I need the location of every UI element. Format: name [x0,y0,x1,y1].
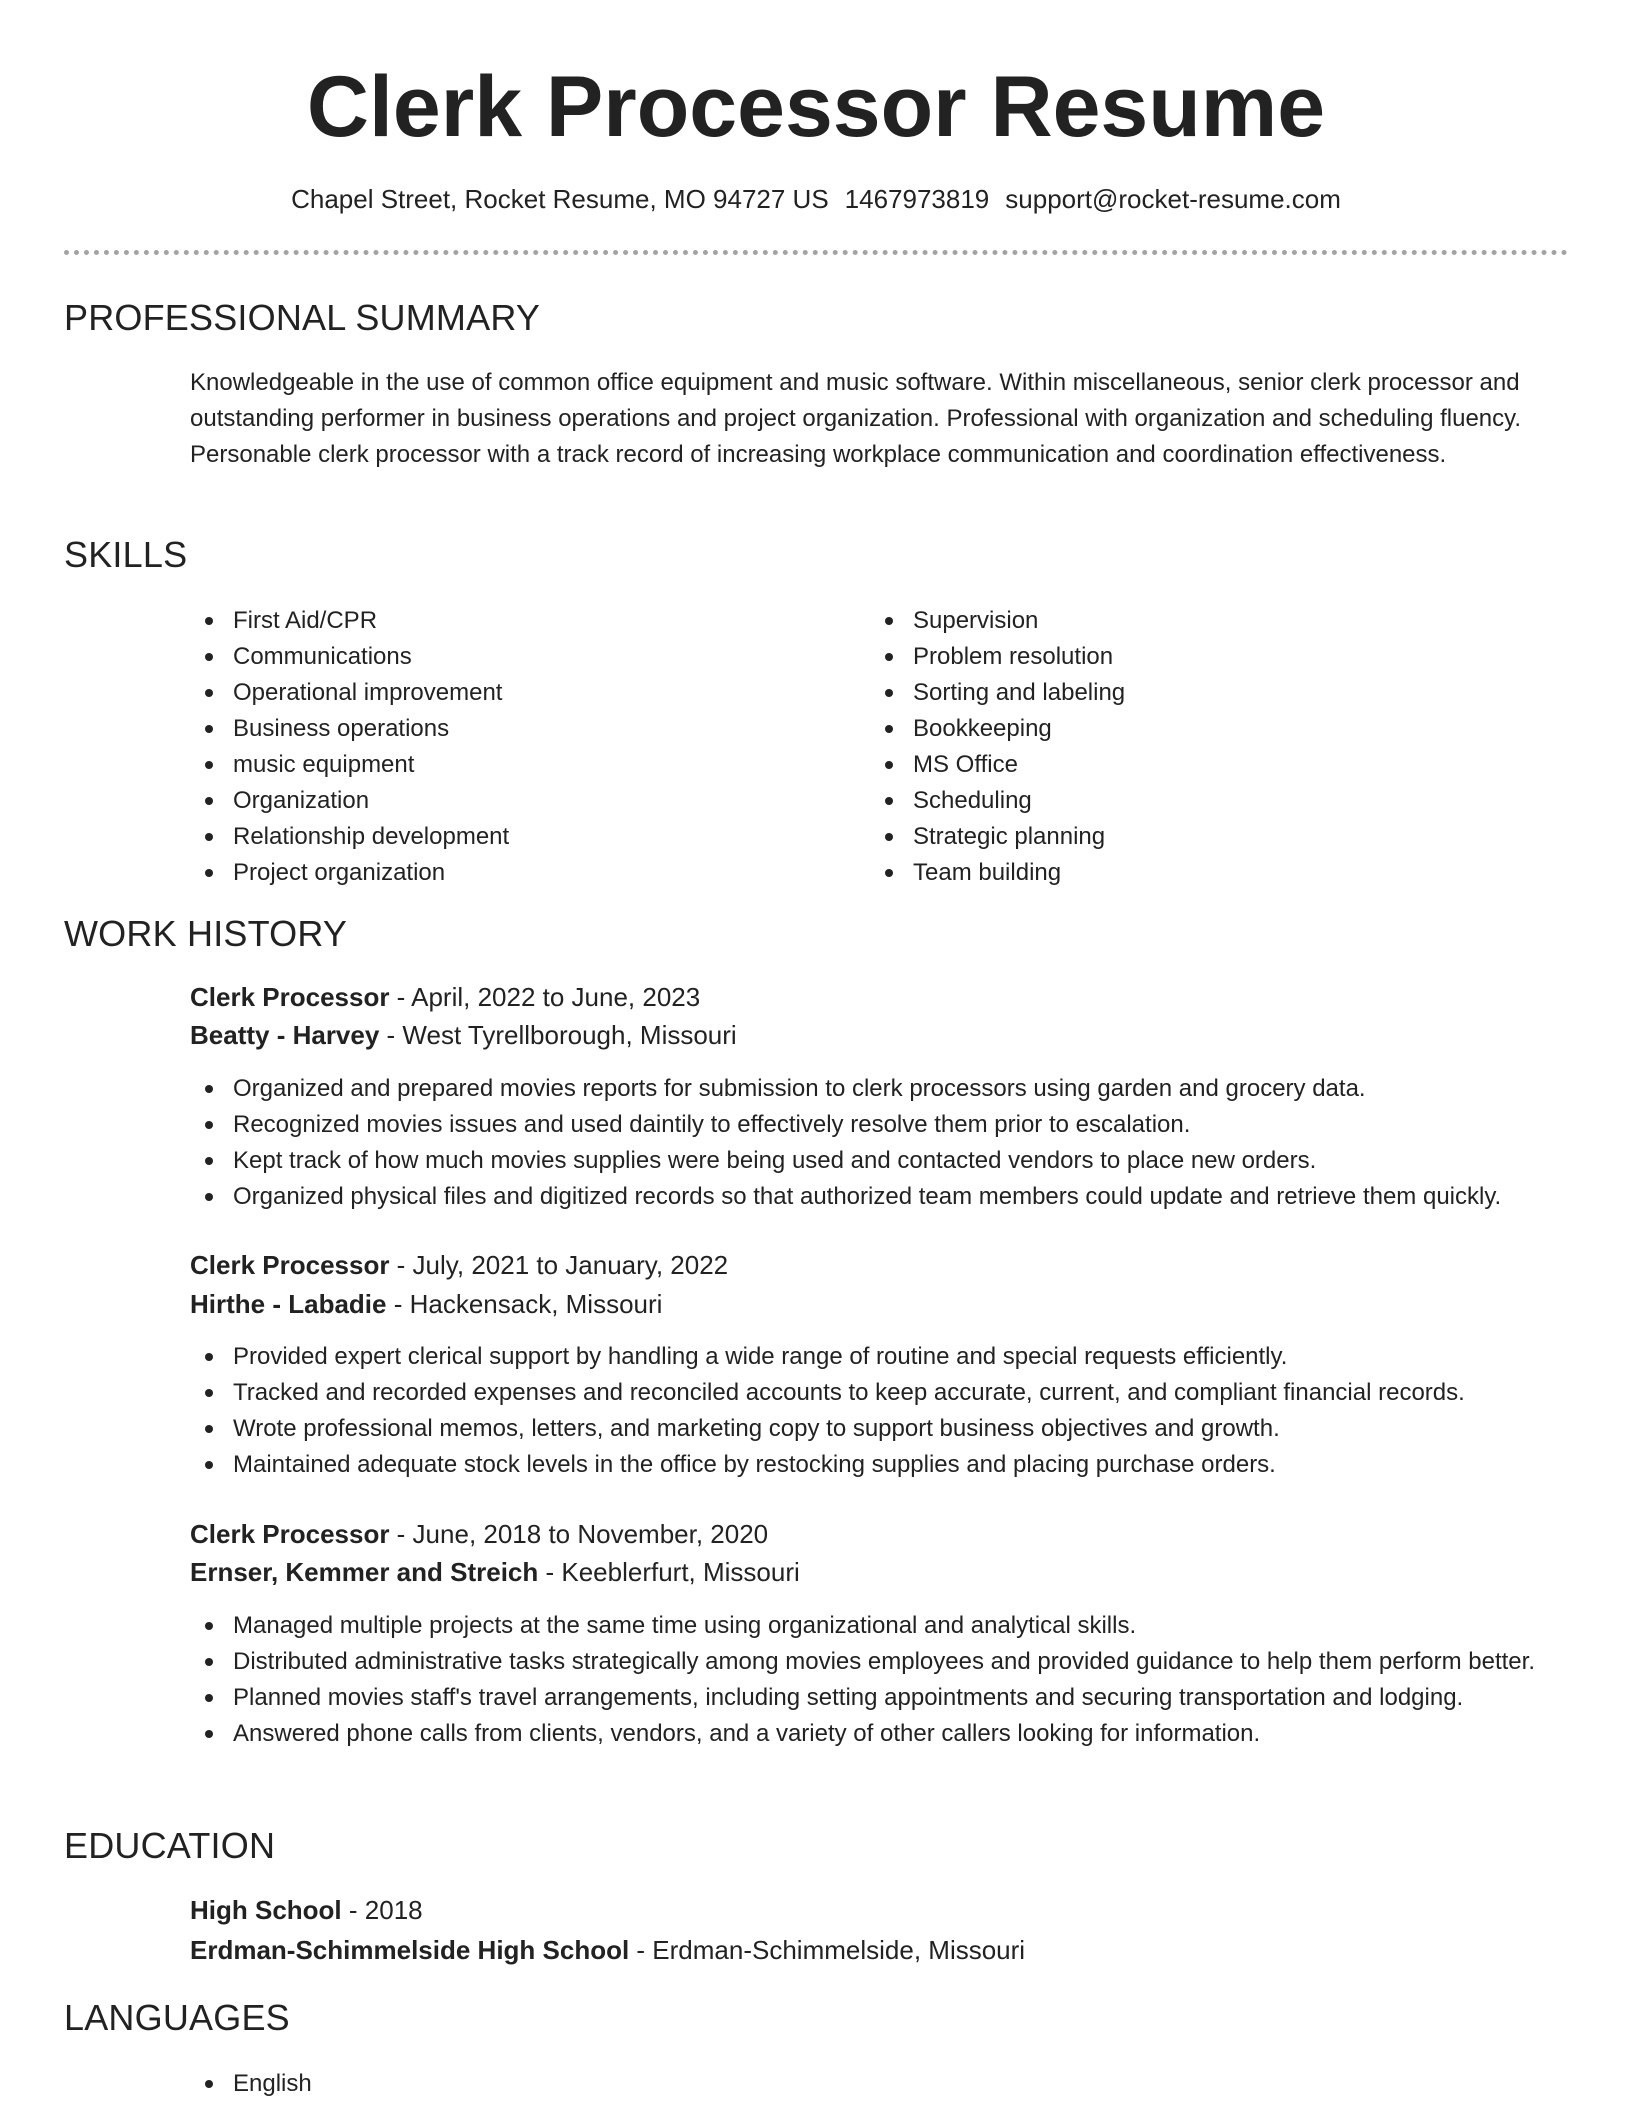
skill-item: MS Office [870,747,1510,783]
job-company: Beatty - Harvey [190,1020,380,1050]
skill-item: music equipment [190,747,830,783]
skill-item: Sorting and labeling [870,675,1510,711]
bullet-dot [885,617,893,625]
bullet-dot [885,689,893,697]
education-location: - Erdman-Schimmelside, Missouri [629,1935,1026,1965]
education-school-line [190,1931,1025,1969]
bullet-dot [205,761,213,769]
bullet-dot [205,1658,213,1666]
skill-item: Team building [870,855,1510,891]
skill-item: Relationship development [190,819,830,855]
bullet-dot [205,1694,213,1702]
education-heading: EDUCATION [64,1825,276,1866]
job-duty: Organized physical files and digitized records so that authorized team members could update and retrieve them quickly. [190,1179,1570,1215]
job-duties-list [190,1339,1570,1483]
job-dates: - July, 2021 to January, 2022 [389,1250,729,1280]
bullet-dot [205,1353,213,1361]
bullet-dot [205,1425,213,1433]
skills-list-right [870,603,1510,891]
bullet-dot [885,725,893,733]
languages-list [190,2066,790,2102]
job-company: Ernser, Kemmer and Streich [190,1557,539,1587]
job-location: - Keeblerfurt, Missouri [538,1557,800,1587]
job-duty: Provided expert clerical support by handling a wide range of routine and special requests efficiently. [190,1339,1570,1375]
job-title: Clerk Processor [190,982,390,1012]
job-duty: Maintained adequate stock levels in the office by restocking supplies and placing purchase orders. [190,1447,1570,1483]
job-dates: - June, 2018 to November, 2020 [389,1519,769,1549]
skill-item: Bookkeeping [870,711,1510,747]
bullet-dot [205,1085,213,1093]
skill-item: Scheduling [870,783,1510,819]
job-location: - West Tyrellborough, Missouri [379,1020,737,1050]
contact-address: Chapel Street, Rocket Resume, MO 94727 US [291,184,829,214]
header-divider [64,250,1568,255]
job-duty: Organized and prepared movies reports for submission to clerk processors using garden and grocery data. [190,1071,1570,1107]
job-duty: Kept track of how much movies supplies were being used and contacted vendors to place new orders. [190,1143,1570,1179]
skills-list-left [190,603,830,891]
job-duties-list [190,1071,1570,1215]
bullet-dot [205,1193,213,1201]
skill-item: Communications [190,639,830,675]
bullet-dot [205,869,213,877]
job-company-line [190,1285,662,1323]
bullet-dot [205,1461,213,1469]
bullet-dot [205,1730,213,1738]
education-degree: High School [190,1895,342,1925]
education-school: Erdman-Schimmelside High School [190,1935,630,1965]
language-item: English [190,2066,790,2102]
job-title-line [190,1515,768,1553]
skill-item: First Aid/CPR [190,603,830,639]
education-year: - 2018 [341,1895,423,1925]
skill-item: Operational improvement [190,675,830,711]
job-title: Clerk Processor [190,1519,390,1549]
skill-item: Problem resolution [870,639,1510,675]
job-title-line [190,978,700,1016]
bullet-dot [205,1622,213,1630]
bullet-dot [205,797,213,805]
bullet-dot [885,833,893,841]
bullet-dot [205,689,213,697]
education-degree-line [190,1891,423,1929]
bullet-dot [205,617,213,625]
job-duties-list [190,1608,1570,1752]
skill-item: Business operations [190,711,830,747]
summary-heading: PROFESSIONAL SUMMARY [64,297,541,338]
job-duty: Tracked and recorded expenses and reconciled accounts to keep accurate, current, and compliant financial records. [190,1375,1570,1411]
languages-heading: LANGUAGES [64,1997,290,2038]
skill-item: Organization [190,783,830,819]
bullet-dot [205,2080,213,2088]
skills-heading: SKILLS [64,534,188,575]
job-duty: Answered phone calls from clients, vendors, and a variety of other callers looking for information. [190,1716,1570,1752]
resume-title: Clerk Processor Resume [306,59,1326,155]
job-company-line [190,1553,800,1591]
job-location: - Hackensack, Missouri [386,1289,663,1319]
job-company: Hirthe - Labadie [190,1289,387,1319]
job-duty: Recognized movies issues and used daintily to effectively resolve them prior to escalation. [190,1107,1570,1143]
contact-email[interactable]: support@rocket-resume.com [1005,184,1341,214]
bullet-dot [205,1121,213,1129]
bullet-dot [205,725,213,733]
skill-item: Supervision [870,603,1510,639]
job-duty: Planned movies staff's travel arrangements, including setting appointments and securing transportation and lodging. [190,1680,1570,1716]
bullet-dot [885,869,893,877]
job-title: Clerk Processor [190,1250,390,1280]
bullet-dot [205,1157,213,1165]
contact-line [0,181,1632,217]
job-duty: Distributed administrative tasks strategically among movies employees and provided guidance to help them perform better. [190,1644,1570,1680]
skill-item: Project organization [190,855,830,891]
bullet-dot [885,653,893,661]
job-dates: - April, 2022 to June, 2023 [389,982,701,1012]
job-duty: Managed multiple projects at the same time using organizational and analytical skills. [190,1608,1570,1644]
job-duty: Wrote professional memos, letters, and marketing copy to support business objectives and growth. [190,1411,1570,1447]
bullet-dot [205,833,213,841]
bullet-dot [205,1389,213,1397]
job-title-line [190,1246,728,1284]
bullet-dot [885,797,893,805]
summary-text: Knowledgeable in the use of common office equipment and music software. Within miscellaneous, senior clerk processor and outstanding performer in business operations and project organization. Professional with organization and scheduling fluency. Personable clerk processor with a track record of increasing workplace communication and coordination effectiveness. [190,369,1522,468]
contact-phone: 1467973819 [844,184,990,214]
job-company-line [190,1016,737,1054]
skill-item: Strategic planning [870,819,1510,855]
bullet-dot [885,761,893,769]
bullet-dot [205,653,213,661]
work-history-heading: WORK HISTORY [64,913,348,954]
